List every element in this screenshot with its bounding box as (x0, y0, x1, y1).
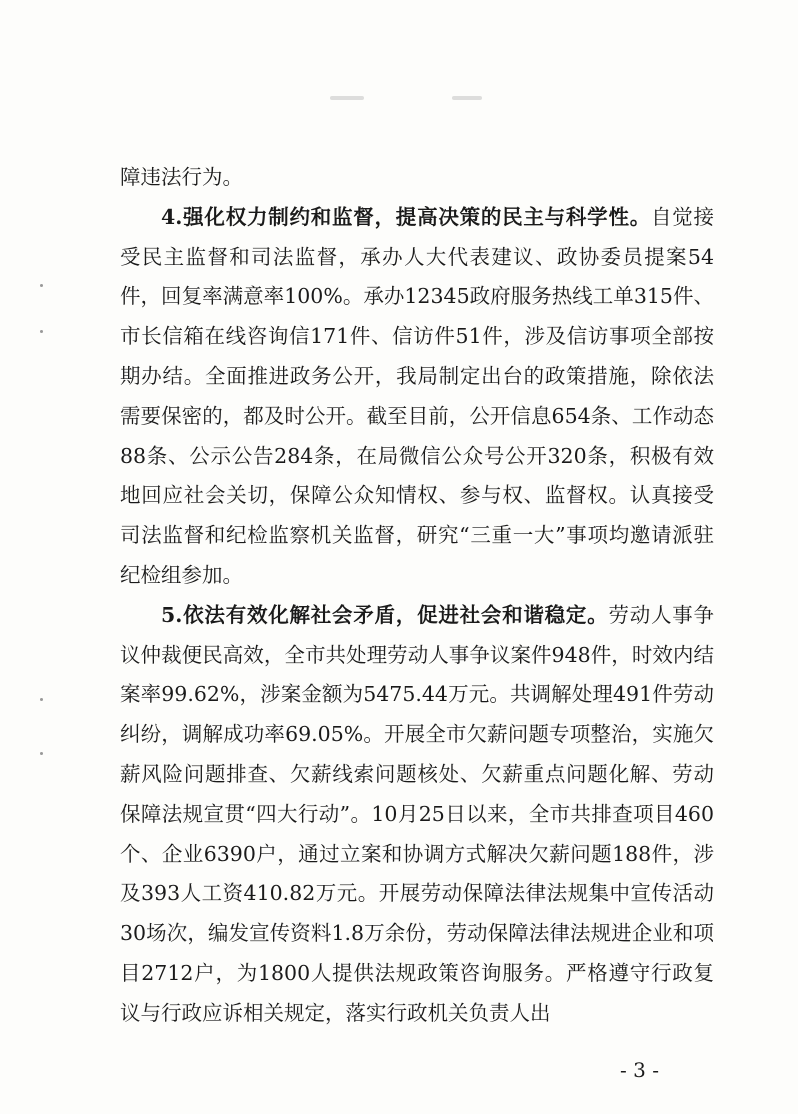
scan-artifact (40, 698, 43, 701)
paragraph-heading: 4.强化权力制约和监督，提高决策的民主与科学性。 (161, 204, 651, 229)
page-number: - 3 - (620, 1058, 659, 1082)
scan-artifact (40, 284, 43, 287)
paragraph-item-4 (120, 198, 714, 596)
paragraph-heading: 5.依法有效化解社会矛盾，促进社会和谐稳定。 (161, 602, 609, 627)
paragraph-item-5 (120, 596, 714, 1034)
scan-artifact (330, 96, 364, 100)
scan-artifact (452, 96, 482, 100)
document-body (120, 158, 714, 1034)
paragraph-text: 自觉接受民主监督和司法监督，承办人大代表建议、政协委员提案54件，回复率满意率100%。承办12345政府服务热线工单315件、市长信箱在线咨询信171件、信访件51件，涉及信访事项全部按期办结。全面推进政务公开，我局制定出台的政策措施，除依法需要保密的，都及时公开。截至目前，公开信息654条、工作动态88条、公示公告284条，在局微信公众号公开320条，积极有效地回应社会关切，保障公众知情权、参与权、监督权。认真接受司法监督和纪检监察机关监督，研究“三重一大”事项均邀请派驻纪检组参加。 (120, 204, 714, 587)
scan-artifact (40, 330, 43, 333)
scan-artifact (40, 752, 43, 755)
paragraph-text: 劳动人事争议仲裁便民高效，全市共处理劳动人事争议案件948件，时效内结案率99.62%，涉案金额为5475.44万元。共调解处理491件劳动纠纷，调解成功率69.05%。开展全市欠薪问题专项整治，实施欠薪风险问题排查、欠薪线索问题核处、欠薪重点问题化解、劳动保障法规宣贯“四大行动”。10月25日以来，全市共排查项目460个、企业6390户，通过立案和协调方式解决欠薪问题188件，涉及393人工资410.82万元。开展劳动保障法律法规集中宣传活动30场次，编发宣传资料1.8万余份，劳动保障法律法规进企业和项目2712户，为1800人提供法规政策咨询服务。严格遵守行政复议与行政应诉相关规定，落实行政机关负责人出 (120, 602, 715, 1025)
paragraph-text: 障违法行为。 (120, 165, 243, 189)
paragraph-continuation (120, 158, 714, 198)
